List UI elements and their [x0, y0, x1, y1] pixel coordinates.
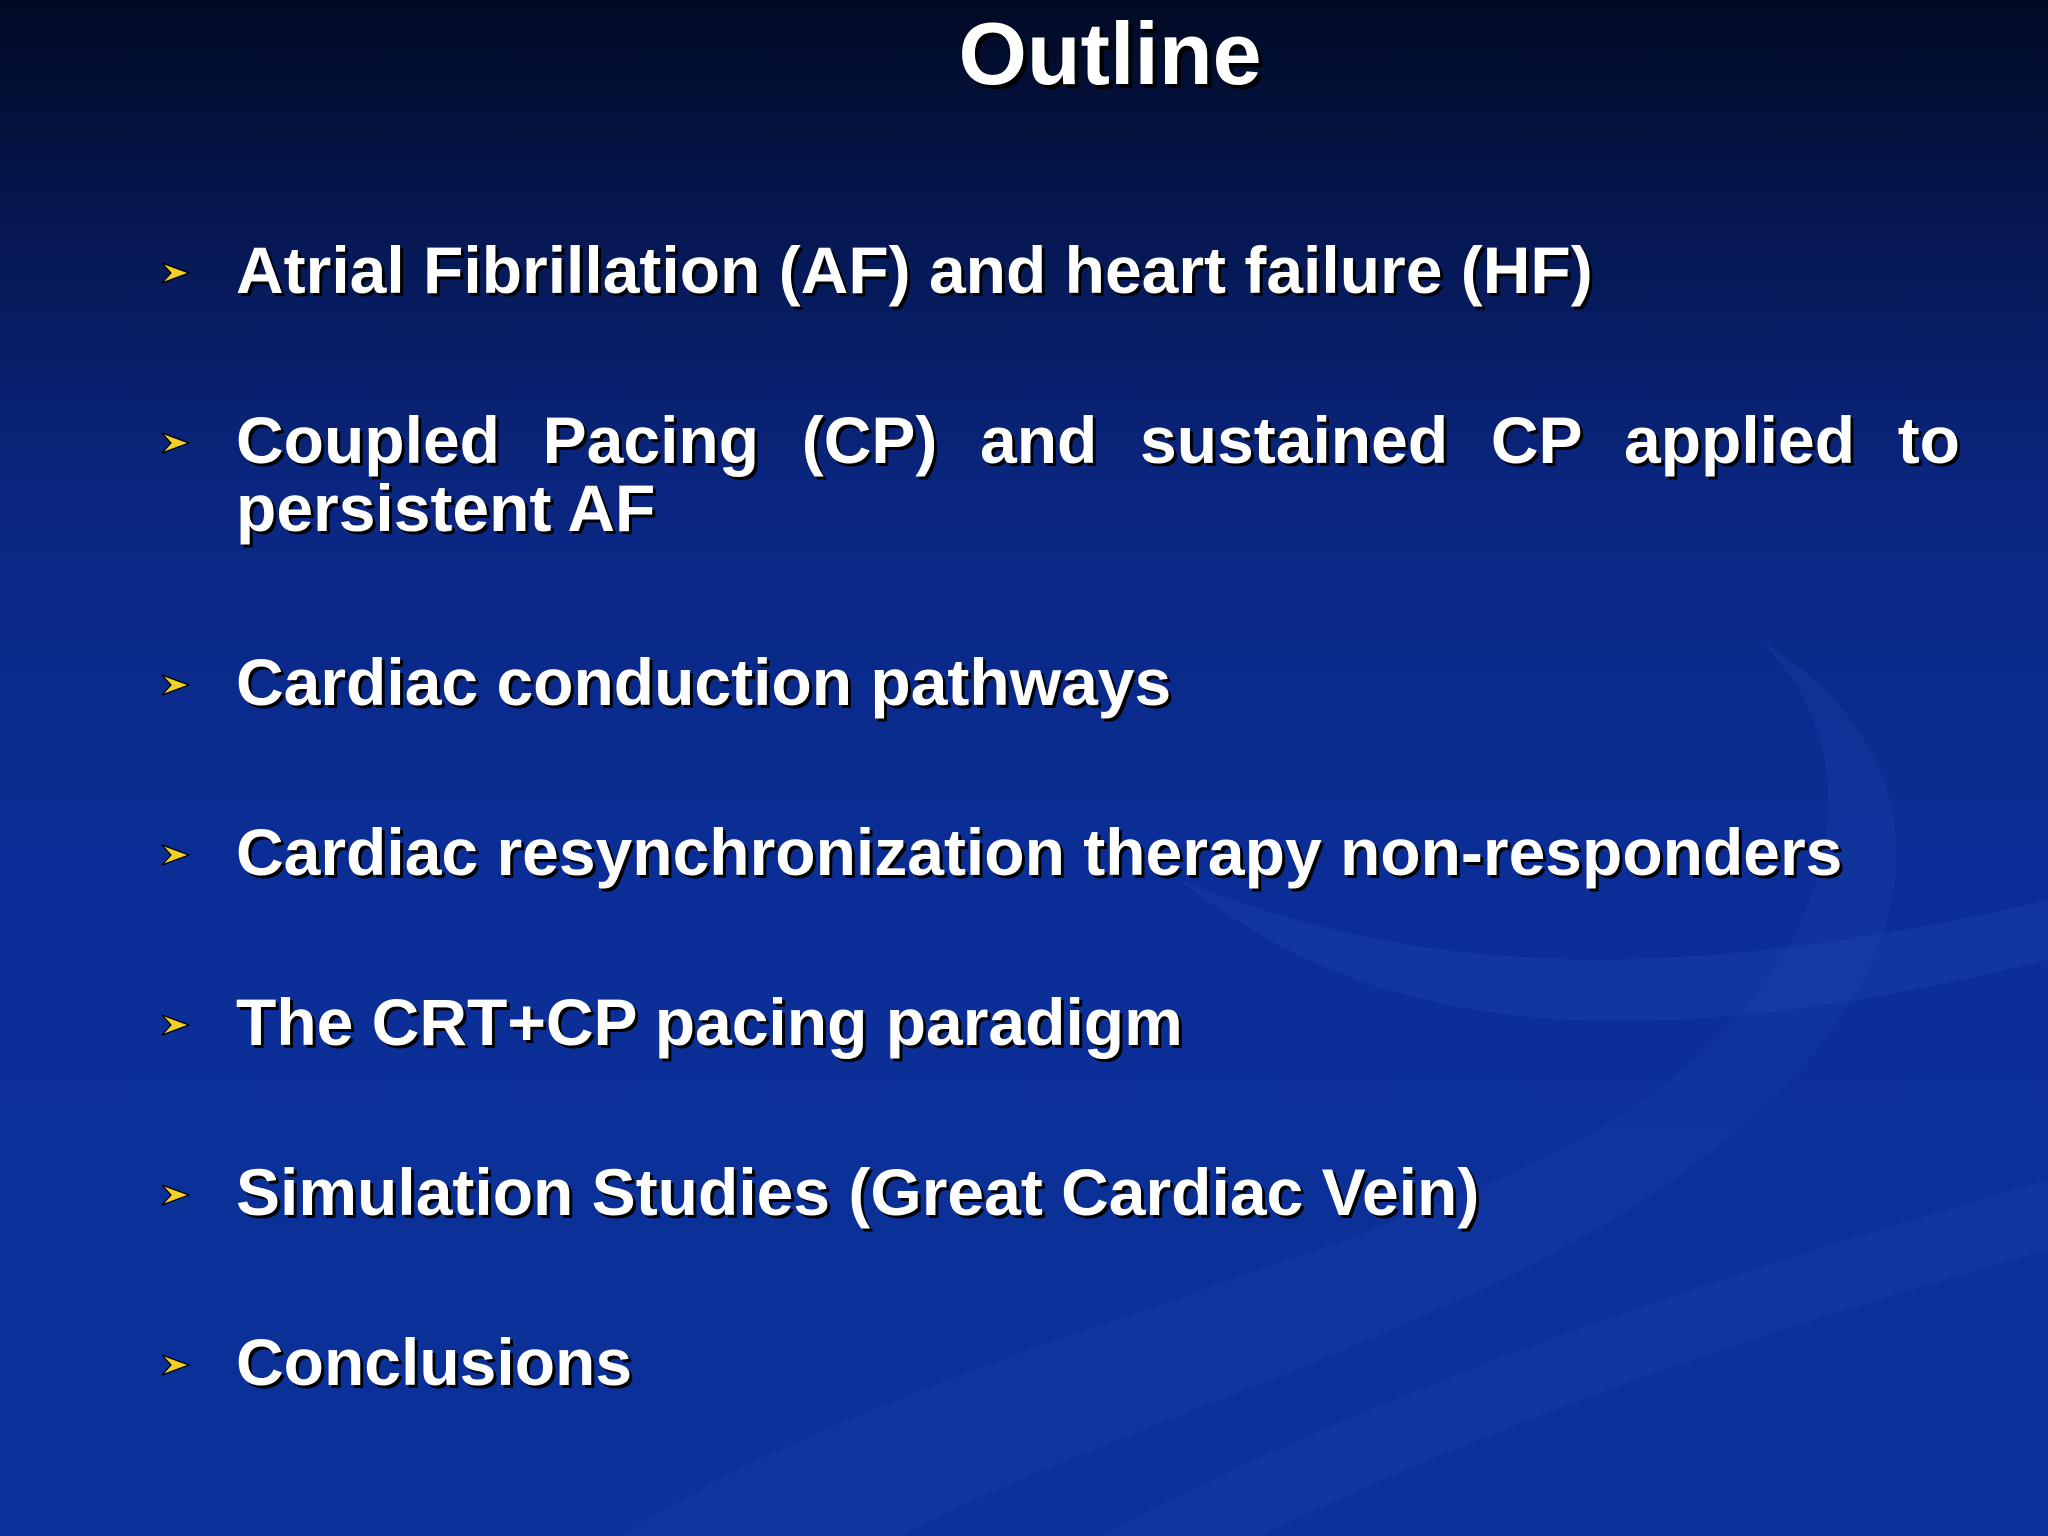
yellow-arrowhead-icon — [160, 1014, 190, 1036]
bullet-text: Simulation Studies (Great Cardiac Vein) — [236, 1155, 1480, 1229]
bullet-text: Coupled Pacing (CP) and sustained CP applied to persistent AF — [236, 403, 1960, 545]
bullet-text: Atrial Fibrillation (AF) and heart failure (HF) — [236, 233, 1593, 307]
yellow-arrowhead-icon — [160, 432, 190, 454]
yellow-arrowhead-icon — [160, 262, 190, 284]
bullet-text: The CRT+CP pacing paradigm — [236, 985, 1183, 1059]
yellow-arrowhead-icon — [160, 1354, 190, 1376]
yellow-arrowhead-icon — [160, 1184, 190, 1206]
bullet-text: Cardiac resynchronization therapy non-responders — [236, 815, 1843, 889]
bullet-text: Conclusions — [236, 1325, 633, 1399]
slide-title: Outline — [958, 4, 1262, 103]
yellow-arrowhead-icon — [160, 674, 190, 696]
yellow-arrowhead-icon — [160, 844, 190, 866]
bullet-text: Cardiac conduction pathways — [236, 645, 1172, 719]
